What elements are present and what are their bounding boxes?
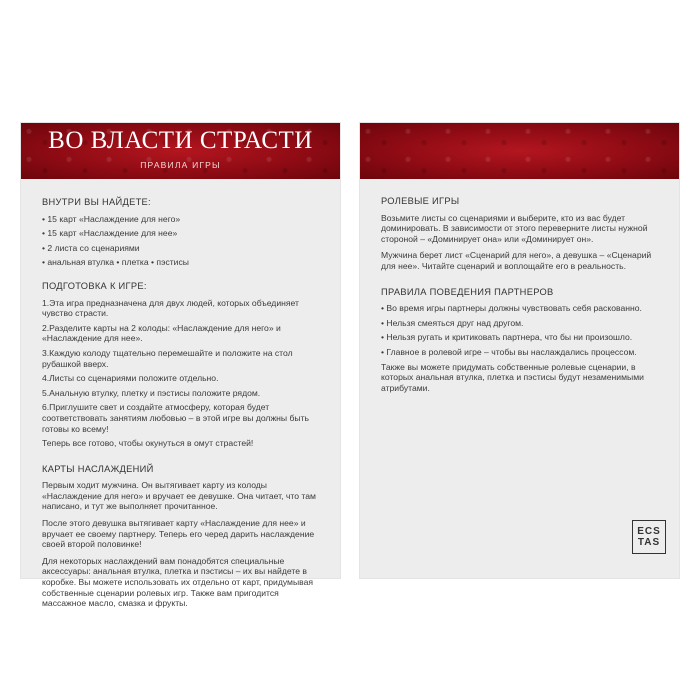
logo-line: ЕCS — [637, 526, 661, 537]
prep-step: 4.Листы со сценариями положите отдельно. — [42, 373, 219, 384]
card-banner — [21, 123, 340, 179]
paragraph: Возьмите листы со сценариями и выберите, кто из вас будет доминировать. В зависимости от этого переверните листы нужной стороной – «Доминирует она» или «Доминирует он». — [381, 212, 648, 244]
logo-line: TAS — [637, 537, 661, 548]
prep-closing: Теперь все готово, чтобы окунуться в омут страстей! — [42, 438, 254, 449]
section-title-cards: КАРТЫ НАСЛАЖДЕНИЙ — [42, 463, 154, 474]
prep-step: 6.Приглушите свет и создайте атмосферу, которая будет соответствовать занятиям любовью – в этой игре вы должны быть готовы ко всему! — [42, 402, 310, 434]
prep-step: 5.Анальную втулку, плетку и пэстисы положите рядом. — [42, 387, 261, 398]
paragraph: Мужчина берет лист «Сценарий для него», а девушка – «Сценарий для нее». Читайте сценарий и воплощайте его в реальность. — [381, 250, 652, 271]
section-title-prep: ПОДГОТОВКА К ИГРЕ: — [42, 280, 147, 291]
section-title-rules: ПРАВИЛА ПОВЕДЕНИЯ ПАРТНЕРОВ — [381, 286, 554, 297]
rules-closing: Также вы можете придумать собственные ролевые сценарии, в которых анальная втулка, плетка и пэстисы будут незаменимыми атрибутами. — [381, 361, 644, 393]
game-title: ВО ВЛАСТИ СТРАСТИ — [48, 127, 313, 154]
prep-step: 3.Каждую колоду тщательно перемешайте и положите на стол рубашкой вверх. — [42, 347, 293, 369]
paragraph: После этого девушка вытягивает карту «Наслаждение для нее» и вручает ее своему партнеру. Теперь его черед дарить наслаждение своей второй половинке! — [42, 518, 315, 550]
left-card-content — [42, 197, 324, 615]
list-item: • 2 листа со сценариями — [42, 242, 140, 253]
prep-step: 2.Разделите карты на 2 колоды: «Наслаждение для него» и «Наслаждение для нее». — [42, 322, 281, 344]
game-subtitle: ПРАВИЛА ИГРЫ — [140, 160, 221, 170]
rules-card-left — [21, 123, 340, 609]
card-banner — [360, 123, 679, 179]
brand-logo — [632, 520, 666, 554]
list-item: • Главное в ролевой игре – чтобы вы наслаждались процессом. — [381, 346, 637, 357]
list-item: • 15 карт «Наслаждение для нее» — [42, 228, 178, 239]
list-item: • Во время игры партнеры должны чувствовать себя раскованно. — [381, 303, 642, 314]
section-title-roleplay: РОЛЕВЫЕ ИГРЫ — [381, 196, 460, 206]
list-item: • анальная втулка • плетка • пэстисы — [42, 257, 189, 268]
section-title-inside: ВНУТРИ ВЫ НАЙДЕТЕ: — [42, 197, 151, 207]
prep-step: 1.Эта игра предназначена для двух людей, которых объединяет чувство страсти. — [42, 297, 299, 319]
rules-card-right — [360, 123, 679, 578]
right-card-content — [381, 196, 663, 399]
list-item: • Нельзя ругать и критиковать партнера, что бы ни произошло. — [381, 332, 633, 343]
list-item: • 15 карт «Наслаждение для него» — [42, 213, 181, 224]
list-item: • Нельзя смеяться друг над другом. — [381, 317, 524, 328]
paragraph: Для некоторых наслаждений вам понадобятся специальные аксессуары: анальная втулка, плетка и пэстисы – их вы найдете в коробке. Вы можете использовать их отдельно от карт, придумывая собственные сценарии ролевых игр. Также вам пригодится массажное масло, смазка и фрукты. — [42, 555, 314, 609]
paragraph: Первым ходит мужчина. Он вытягивает карту из колоды «Наслаждение для него» и вручает ее девушке. Она читает, что там написано, и тут же выполняет прочитанное. — [42, 480, 316, 512]
